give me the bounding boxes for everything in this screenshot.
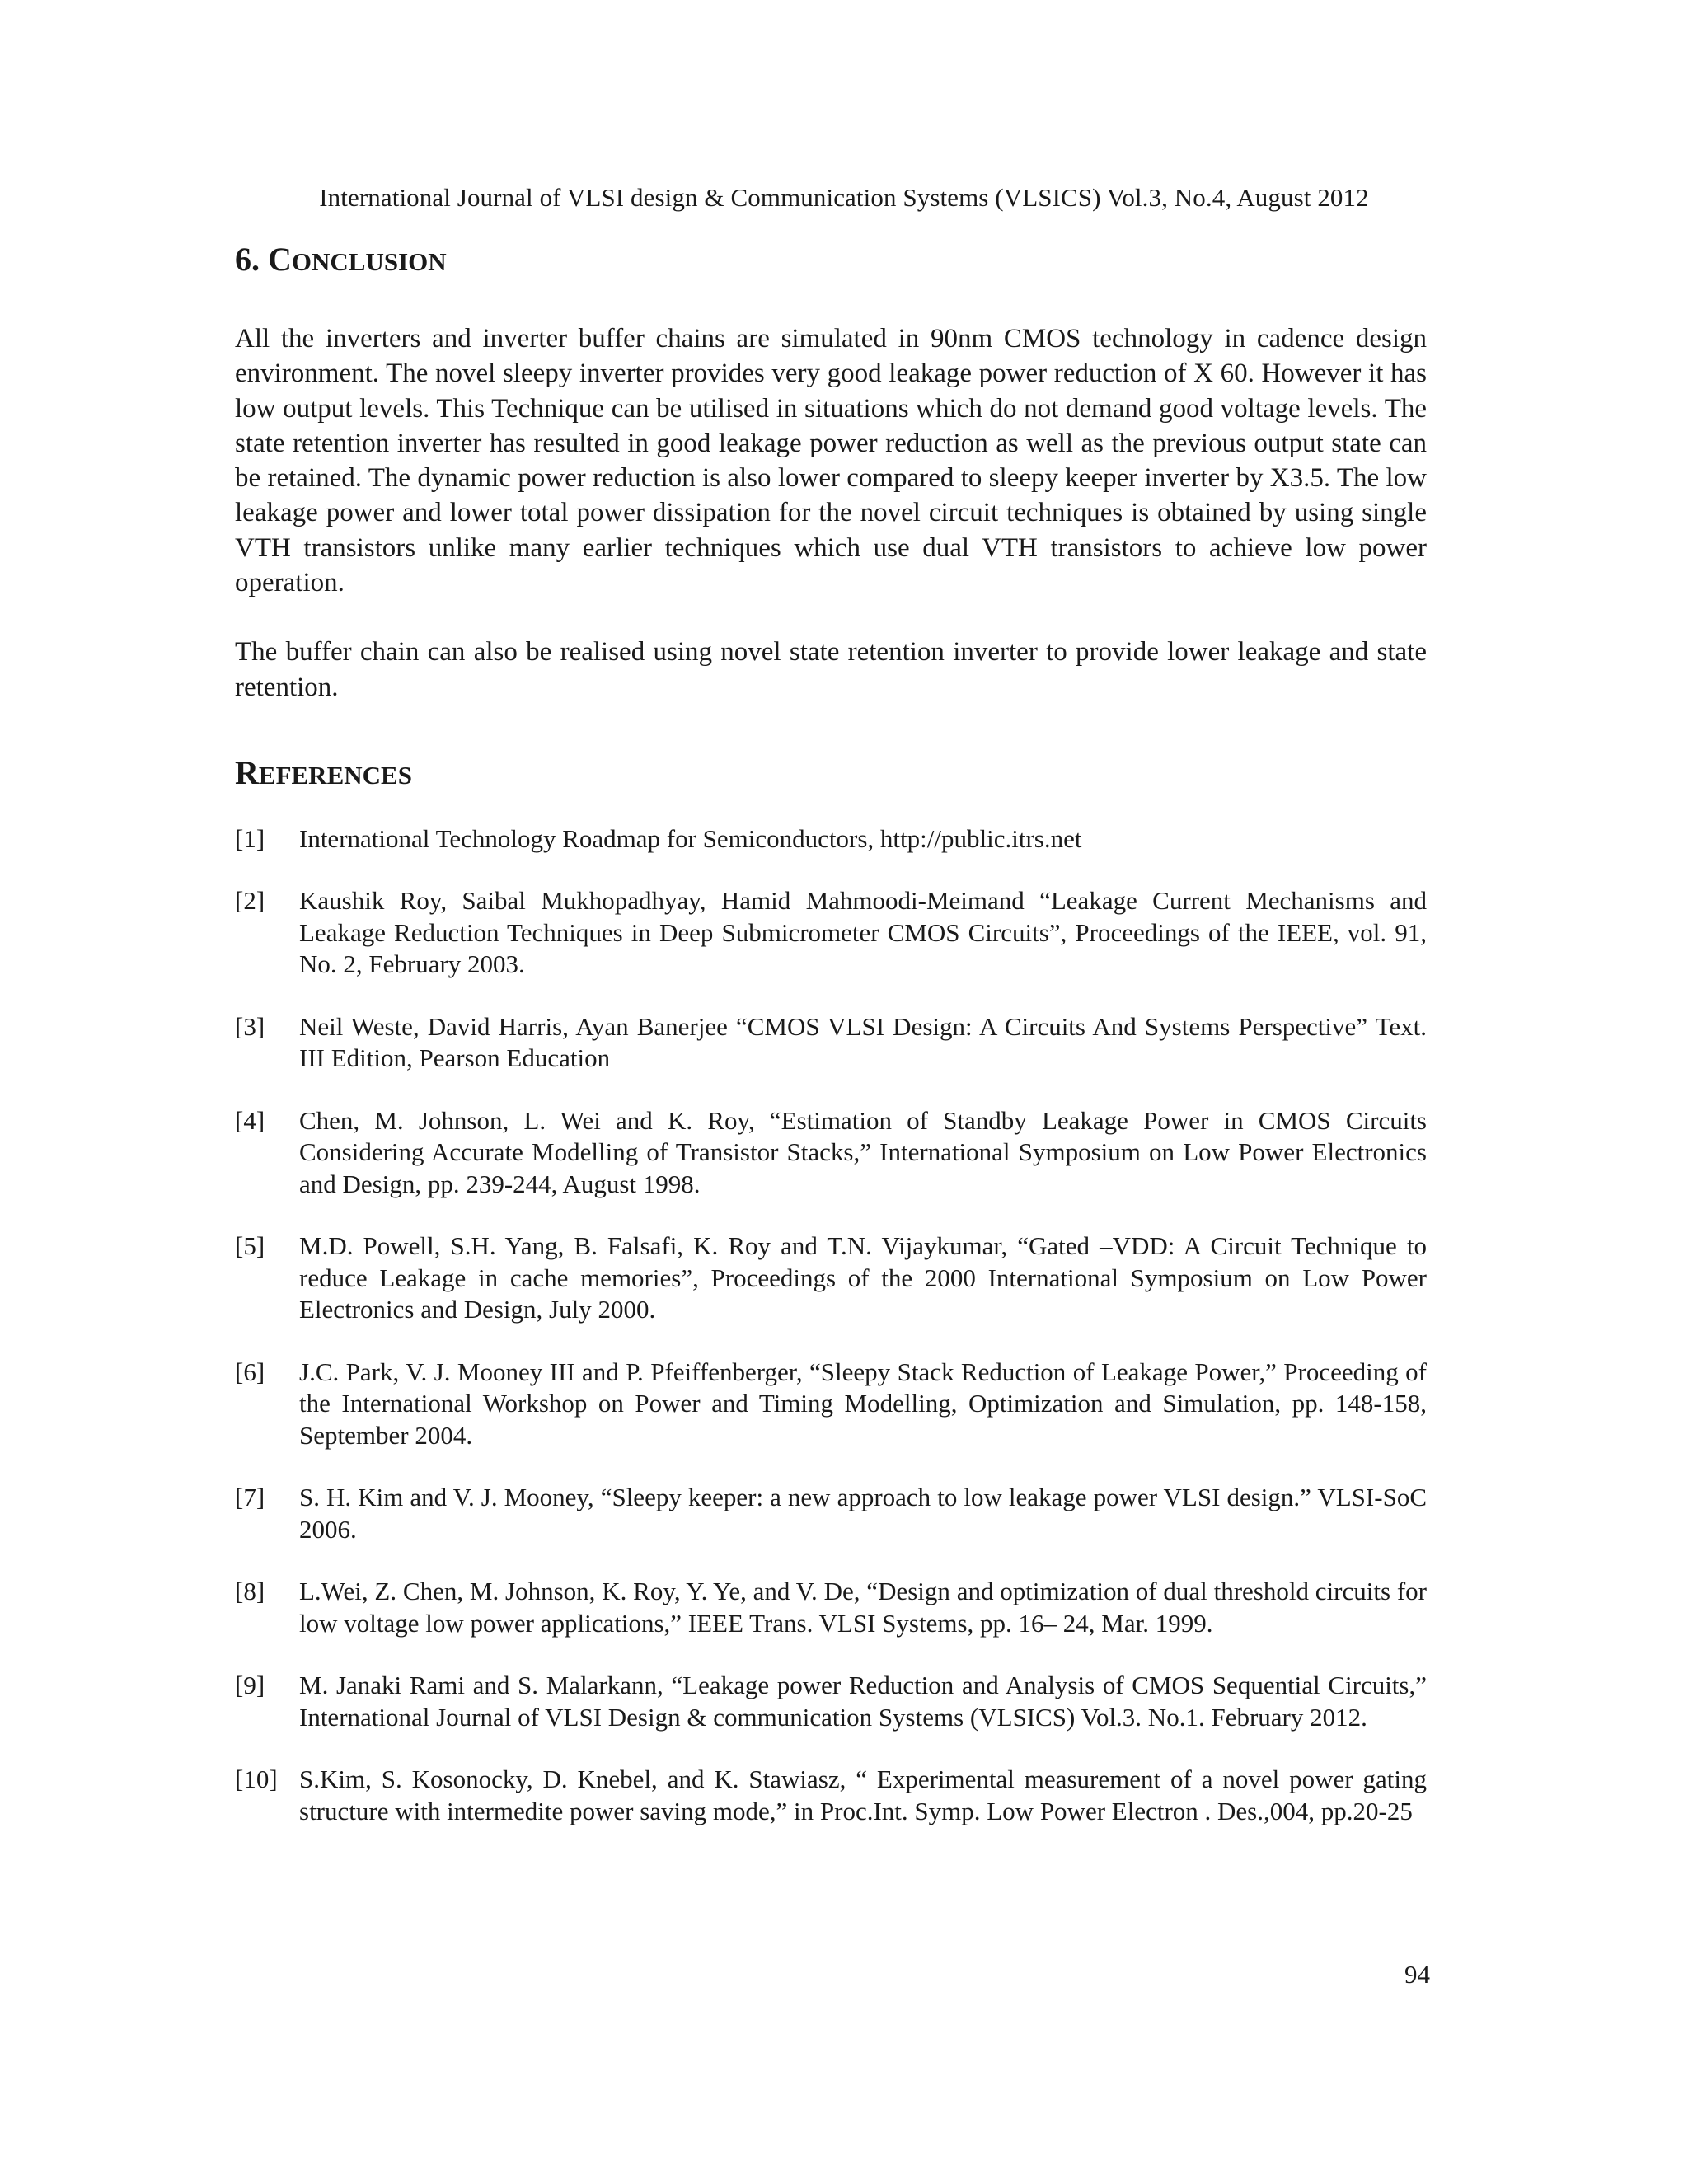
reference-number: [5] bbox=[235, 1231, 265, 1261]
reference-number: [6] bbox=[235, 1357, 265, 1386]
reference-text: Kaushik Roy, Saibal Mukhopadhyay, Hamid Mahmoodi-Meimand “Leakage Current Mechanisms and Leakage Reduction Techniques in Deep Submicrometer CMOS Circuits”, Proceedings of the IEEE, vol. 91, No. 2, February 2003. bbox=[299, 886, 1427, 979]
reference-item bbox=[235, 1670, 1427, 1733]
reference-number: [7] bbox=[235, 1483, 265, 1512]
reference-number: [4] bbox=[235, 1105, 265, 1135]
reference-number: [2] bbox=[235, 886, 265, 916]
reference-item bbox=[235, 1764, 1427, 1827]
references-heading bbox=[235, 748, 1427, 800]
reference-item bbox=[235, 885, 1427, 981]
reference-list bbox=[235, 823, 1427, 1828]
reference-number: [3] bbox=[235, 1011, 265, 1041]
reference-text: Chen, M. Johnson, L. Wei and K. Roy, “Estimation of Standby Leakage Power in CMOS Circuits Considering Accurate Modelling of Transistor Stacks,” International Symposium on Low Power Electronics and Design, pp. 239-244, August 1998. bbox=[299, 1105, 1427, 1198]
reference-item bbox=[235, 1230, 1427, 1326]
reference-text: J.C. Park, V. J. Mooney III and P. Pfeiffenberger, “Sleepy Stack Reduction of Leakage Power,” Proceeding of the International Workshop on Power and Timing Modelling, Optimization and Simulation, pp. 148-158, September 2004. bbox=[299, 1357, 1427, 1450]
conclusion-title-rest: ONCLUSION bbox=[291, 247, 447, 276]
references-title-initial: R bbox=[235, 753, 259, 791]
conclusion-heading bbox=[235, 235, 1427, 287]
reference-number: [8] bbox=[235, 1577, 265, 1606]
reference-item bbox=[235, 1482, 1427, 1545]
reference-item bbox=[235, 1011, 1427, 1075]
reference-text: M.D. Powell, S.H. Yang, B. Falsafi, K. Roy and T.N. Vijaykumar, “Gated –VDD: A Circuit Technique to reduce Leakage in cache memories”, Proceedings of the 2000 International Symposium on Low Power Electronics and Design, July 2000. bbox=[299, 1231, 1427, 1324]
conclusion-paragraph-1: All the inverters and inverter buffer chains are simulated in 90nm CMOS technology in cadence design environment. The novel sleepy inverter provides very good leakage power reduction of X 60. However it has low output levels. This Technique can be utilised in situations which do not demand good voltage levels. The state retention inverter has resulted in good leakage power reduction as well as the previous output state can be retained. The dynamic power reduction is also lower compared to sleepy keeper inverter by X3.5. The low leakage power and lower total power dissipation for the novel circuit techniques is obtained by using single VTH transistors unlike many earlier techniques which use dual VTH transistors to achieve low power operation. bbox=[235, 324, 1427, 598]
reference-text: M. Janaki Rami and S. Malarkann, “Leakage power Reduction and Analysis of CMOS Sequential Circuits,” International Journal of VLSI Design & communication Systems (VLSICS) Vol.3. No.1. February 2012. bbox=[299, 1671, 1427, 1732]
reference-number: [9] bbox=[235, 1671, 265, 1700]
reference-item bbox=[235, 1105, 1427, 1201]
reference-item bbox=[235, 1357, 1427, 1452]
reference-number: [10] bbox=[235, 1765, 278, 1794]
reference-text: S. H. Kim and V. J. Mooney, “Sleepy keeper: a new approach to low leakage power VLSI design.” VLSI-SoC 2006. bbox=[299, 1483, 1427, 1544]
reference-item bbox=[235, 823, 1427, 855]
conclusion-paragraph-2: The buffer chain can also be realised using novel state retention inverter to provide lower leakage and state retention. bbox=[235, 637, 1427, 702]
reference-item bbox=[235, 1576, 1427, 1639]
page-content bbox=[235, 235, 1427, 1858]
page-number: 94 bbox=[1404, 1960, 1430, 1989]
reference-text: L.Wei, Z. Chen, M. Johnson, K. Roy, Y. Ye, and V. De, “Design and optimization of dual threshold circuits for low voltage low power applications,” IEEE Trans. VLSI Systems, pp. 16– 24, Mar. 1999. bbox=[299, 1577, 1427, 1638]
reference-text: S.Kim, S. Kosonocky, D. Knebel, and K. Stawiasz, “ Experimental measurement of a novel power gating structure with intermedite power saving mode,” in Proc.Int. Symp. Low Power Electron . Des.,004, pp.20-25 bbox=[299, 1765, 1427, 1825]
reference-text: International Technology Roadmap for Semiconductors, http://public.itrs.net bbox=[299, 823, 1082, 853]
reference-number: [1] bbox=[235, 823, 265, 853]
conclusion-title-initial: C bbox=[268, 241, 292, 278]
reference-text: Neil Weste, David Harris, Ayan Banerjee “CMOS VLSI Design: A Circuits And Systems Perspective” Text. III Edition, Pearson Education bbox=[299, 1011, 1427, 1073]
conclusion-number: 6. bbox=[235, 241, 260, 278]
running-header: International Journal of VLSI design & Communication Systems (VLSICS) Vol.3, No.4, August 2012 bbox=[319, 183, 1369, 212]
references-title-rest: EFERENCES bbox=[258, 760, 412, 790]
